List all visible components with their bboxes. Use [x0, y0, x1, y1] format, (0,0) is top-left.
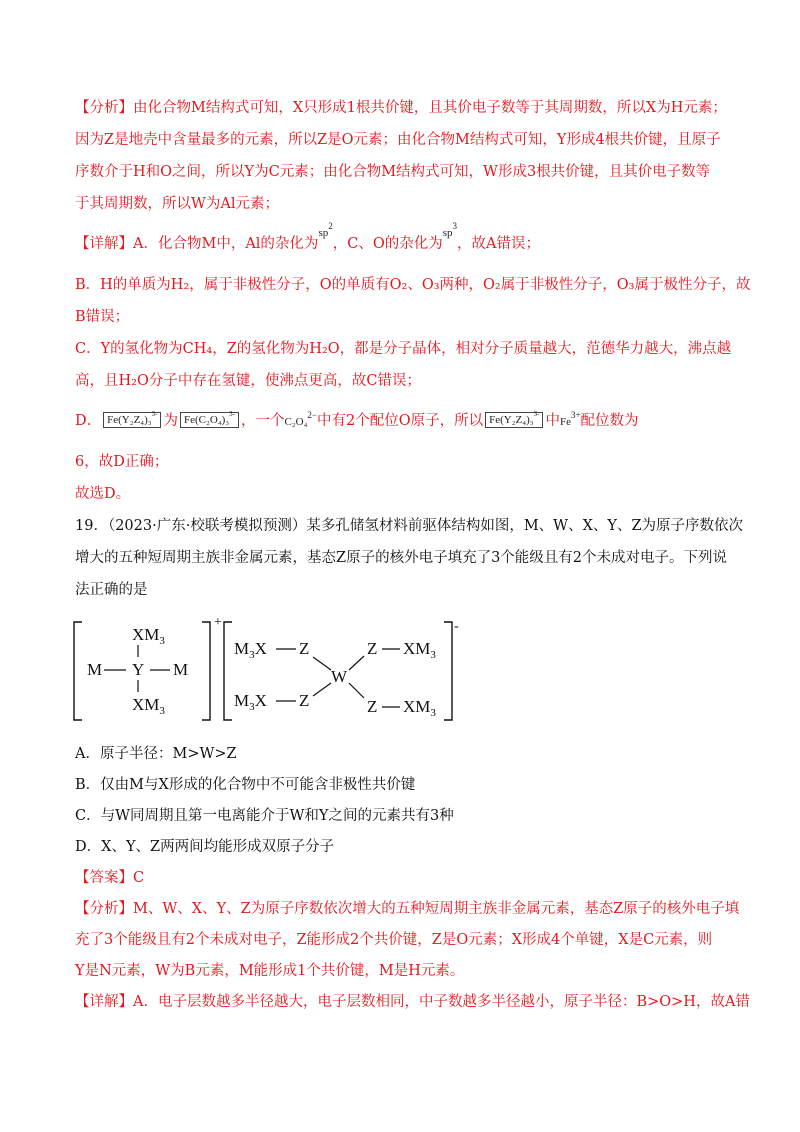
- cation-center-y: Y: [132, 660, 145, 679]
- formula-complex-1: Fe(Y₂Z₄)₃$^{3-}$: [103, 412, 161, 428]
- detail-c-2: 高，且H₂O分子中存在氢键，使沸点更高，故C错误；: [75, 373, 421, 389]
- detail-d-pre: D．: [75, 413, 102, 429]
- detail-d-w3: 中有2个配位O原子，所以: [316, 413, 484, 429]
- analysis-line-4: 于其周期数，所以W为Al元素；: [75, 196, 280, 212]
- detail-a: [75, 221, 540, 255]
- formula-complex-3: Fe(Y₂Z₄)₃$^{3-}$: [485, 412, 543, 428]
- option-b: B．仅由M与X形成的化合物中不可能含非极性共价键: [75, 777, 416, 793]
- cation-bottom-group: $XM_3$: [132, 695, 165, 717]
- formula-complex-2: Fe(C₂O₄)₃$^{3-}$: [180, 412, 239, 428]
- cation-bracket-right: [202, 622, 210, 720]
- cation-top-group: $XM_3$: [132, 625, 165, 647]
- question-19-line-1: 19．（2023·广东·校联考模拟预测）某多孔储氢材料前驱体结构如图，M、W、X、Y、Z为原子序数依次: [75, 518, 744, 534]
- detail-a-pre: 【详解】A．化合物M中，Al的杂化为: [75, 236, 319, 252]
- anion-bracket-left: [224, 622, 232, 720]
- question-19-line-3: 法正确的是: [75, 582, 148, 598]
- anion-tl-group: $M_3X$: [234, 639, 267, 661]
- detail-b-1: B．H的单质为H₂，属于非极性分子，O的单质有O₂、O₃两种，O₂属于非极性分子，O₃属于极性分子，故: [75, 277, 751, 293]
- anion-br-group: $XM_3$: [403, 697, 436, 719]
- hybrid-sp3: sp3: [442, 221, 457, 239]
- detail-a-post: ，故A错误；: [456, 236, 540, 252]
- anion-charge: -: [454, 619, 459, 634]
- analysis2-line-2: 充了3个能级且有2个未成对电子，Z能形成2个共价键，Z是O元素；X形成4个单键，X是C元素，则: [75, 932, 713, 948]
- option-c: C．与W同周期且第一电离能介于W和Y之间的元素共有3种: [75, 808, 454, 824]
- option-d: D．X、Y、Z两两间均能形成双原子分子: [75, 839, 335, 855]
- formula-fe-ion: $Fe^{3+}$: [559, 410, 581, 428]
- detail-d-w4: 中: [545, 413, 560, 429]
- cation-bracket-left: [74, 622, 82, 720]
- formula-oxalate: C₂O₄$^{2-}$: [284, 410, 317, 428]
- detail2-line-1: 【详解】A．电子层数越多半径越大，电子层数相同，中子数越多半径越小，原子半径：B>O>H，故A错: [75, 994, 750, 1010]
- detail-d-w2: ，一个: [240, 413, 285, 429]
- analysis2-line-3: Y是N元素，W为B元素，M能形成1个共价键，M是H元素。: [75, 963, 465, 979]
- detail-c-1: C．Y的氢化物为CH₄，Z的氢化物为H₂O，都是分子晶体，相对分子质量越大，范德华力越大，沸点越: [75, 341, 732, 357]
- analysis-line-1: 【分析】由化合物M结构式可知，X只形成1根共价键，且其价电子数等于其周期数，所以X为H元素；: [75, 100, 727, 116]
- anion-z-tr: Z: [367, 639, 378, 658]
- detail-d-w1: 为: [163, 413, 178, 429]
- analysis2-line-1: 【分析】M、W、X、Y、Z为原子序数依次增大的五种短周期主族非金属元素，基态Z原子的核外电子填: [75, 901, 740, 917]
- cation-left-m: M: [87, 660, 103, 679]
- anion-center-w: W: [331, 667, 348, 686]
- precursor-structure-diagram: [70, 612, 470, 724]
- anion-z-bl: Z: [299, 691, 310, 710]
- detail-d-2: 6，故D正确；: [75, 454, 169, 470]
- detail-a-mid: ，C、O的杂化为: [332, 236, 443, 252]
- anion-z-br: Z: [367, 697, 378, 716]
- analysis-line-2: 因为Z是地壳中含量最多的元素，所以Z是O元素；由化合物M结构式可知，Y形成4根共价键，且原子: [75, 132, 721, 148]
- cation-charge: +: [214, 615, 222, 630]
- anion-bracket-right: [444, 622, 452, 720]
- detail-b-2: B错误；: [75, 309, 130, 325]
- anion-z-tl: Z: [299, 639, 310, 658]
- question-19-line-2: 增大的五种短周期主族非金属元素，基态Z原子的核外电子填充了3个能级且有2个未成对电子。下列说: [75, 550, 728, 566]
- answer-line: 【答案】C: [75, 870, 145, 886]
- anion-tr-group: $XM_3$: [403, 639, 436, 661]
- option-a: A．原子半径：M>W>Z: [75, 746, 237, 762]
- anion-bl-group: $M_3X$: [234, 691, 267, 713]
- choice-line: 故选D。: [75, 486, 131, 502]
- hybrid-sp2: sp2: [318, 221, 333, 239]
- cation-right-m: M: [173, 660, 189, 679]
- analysis-line-3: 序数介于H和O之间，所以Y为C元素；由化合物M结构式可知，W形成3根共价键，且其价电子数等: [75, 164, 711, 180]
- detail-d: [75, 411, 639, 432]
- detail-d-w5: 配位数为: [580, 413, 639, 429]
